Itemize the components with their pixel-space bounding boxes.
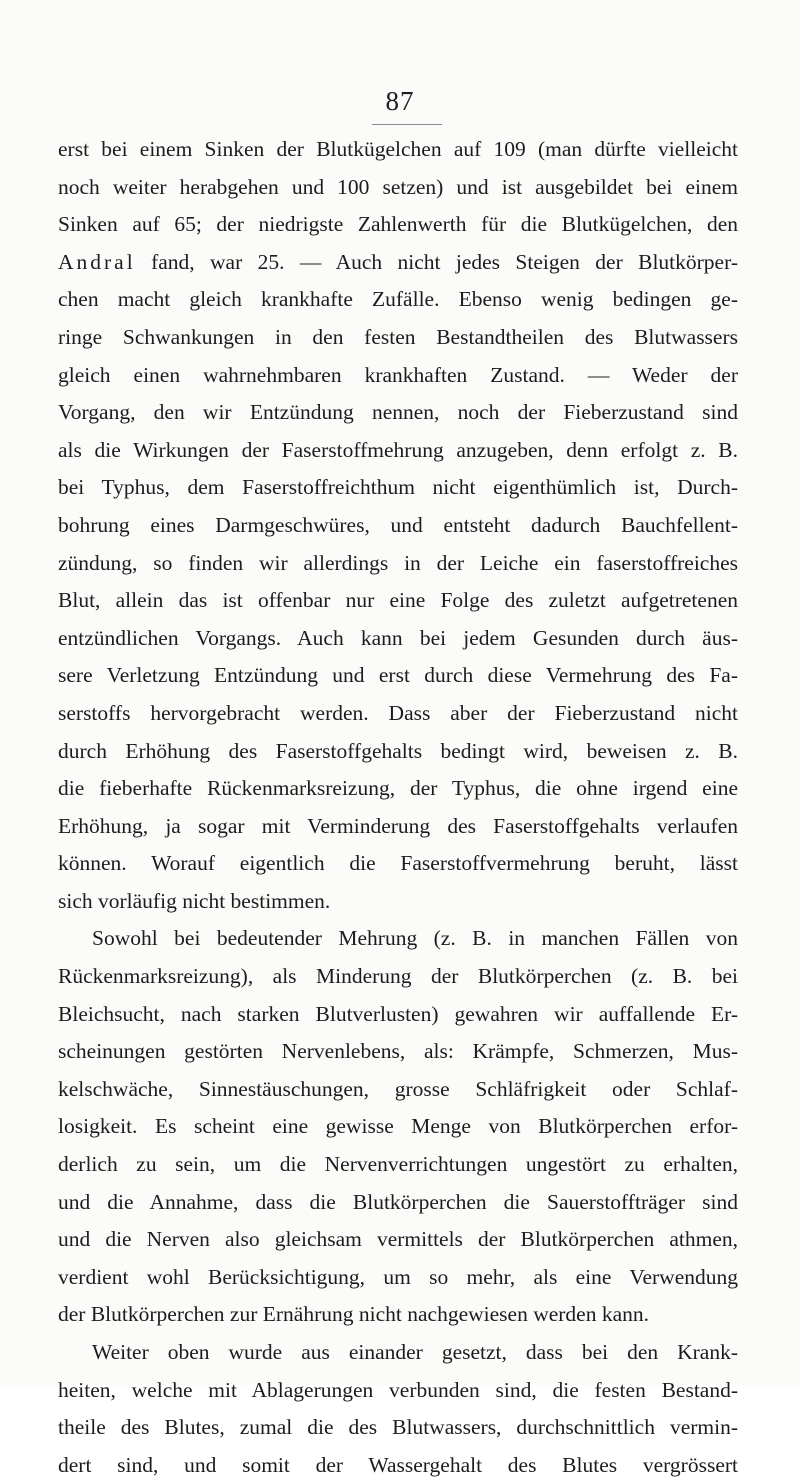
text-line: durch Erhöhung des Faserstoffgehalts bedingt wird, beweisen z. B. (58, 738, 738, 763)
text-line: Erhöhung, ja sogar mit Verminderung des Faserstoffgehalts verlaufen (58, 813, 738, 838)
text-line: chen macht gleich krankhafte Zufälle. Ebenso wenig bedingen ge- (58, 287, 738, 312)
text-line: heiten, welche mit Ablagerungen verbunden sind, die festen Bestand- (58, 1377, 738, 1402)
header-rule (372, 124, 442, 125)
author-name: Andral (58, 249, 136, 274)
text-line: sich vorläufig nicht bestimmen. (58, 888, 331, 913)
text-line: Bleichsucht, nach starken Blutverlusten) gewahren wir auffallende Er- (58, 1001, 738, 1026)
text-line: Rückenmarksreizung), als Minderung der Blutkörperchen (z. B. bei (58, 964, 738, 989)
text-line: Weiter oben wurde aus einander gesetzt, dass bei den Krank- (92, 1340, 738, 1364)
text-line: Blut, allein das ist offenbar nur eine Folge des zuletzt aufgetretenen (58, 588, 738, 613)
text-line: erst bei einem Sinken der Blutkügelchen auf 109 (man dürfte vielleicht (58, 137, 738, 161)
text-line: als die Wirkungen der Faserstoffmehrung anzugeben, denn erfolgt z. B. (58, 437, 738, 462)
text-line: kelschwäche, Sinnestäuschungen, grosse Schläfrigkeit oder Schlaf- (58, 1076, 738, 1101)
text-line: dert sind, und somit der Wassergehalt des Blutes vergrössert (58, 1452, 738, 1477)
text-line: losigkeit. Es scheint eine gewisse Menge von Blutkörperchen erfor- (58, 1114, 738, 1139)
text-line: Sinken auf 65; der niedrigste Zahlenwerth für die Blutkügelchen, den (58, 212, 738, 237)
text-line: und die Nerven also gleichsam vermittels der Blutkörperchen athmen, (58, 1227, 738, 1252)
text-line: bohrung eines Darmgeschwüres, und entsteht dadurch Bauchfellent- (58, 512, 738, 537)
text-line: serstoffs hervorgebracht werden. Dass aber der Fieberzustand nicht (58, 700, 738, 725)
text-line: theile des Blutes, zumal die des Blutwassers, durchschnittlich vermin- (58, 1415, 738, 1440)
body-text (58, 131, 738, 1484)
text-line: Sowohl bei bedeutender Mehrung (z. B. in manchen Fällen von (92, 926, 738, 951)
text-line: Andral fand, war 25. — Auch nicht jedes Steigen der Blutkörper- (58, 249, 738, 274)
text-line: bei Typhus, dem Faserstoffreichthum nicht eigenthümlich ist, Durch- (58, 475, 738, 500)
text-line: die fieberhafte Rückenmarksreizung, der Typhus, die ohne irgend eine (58, 776, 738, 801)
text-line: entzündlichen Vorgangs. Auch kann bei jedem Gesunden durch äus- (58, 625, 738, 650)
text-line: Vorgang, den wir Entzündung nennen, noch der Fieberzustand sind (58, 400, 738, 425)
page-number: 87 (385, 86, 415, 116)
text-line: können. Worauf eigentlich die Faserstoffvermehrung beruht, lässt (58, 851, 738, 876)
text-line: ringe Schwankungen in den festen Bestandtheilen des Blutwassers (58, 324, 738, 349)
text-line: der Blutkörperchen zur Ernährung nicht nachgewiesen werden kann. (58, 1302, 650, 1327)
text-line: noch weiter herabgehen und 100 setzen) und ist ausgebildet bei einem (58, 174, 738, 199)
text-line: sere Verletzung Entzündung und erst durch diese Vermehrung des Fa- (58, 663, 738, 688)
text-line: derlich zu sein, um die Nervenverrichtungen ungestört zu erhalten, (58, 1152, 738, 1177)
text-line: gleich einen wahrnehmbaren krankhaften Zustand. — Weder der (58, 362, 738, 387)
text-line: scheinungen gestörten Nervenlebens, als: Krämpfe, Schmerzen, Mus- (58, 1039, 738, 1064)
text-line: zündung, so finden wir allerdings in der Leiche ein faserstoffreiches (58, 550, 738, 575)
text-line: und die Annahme, dass die Blutkörperchen die Sauerstoffträger sind (58, 1189, 738, 1214)
text-line: verdient wohl Berücksichtigung, um so mehr, als eine Verwendung (58, 1264, 738, 1289)
